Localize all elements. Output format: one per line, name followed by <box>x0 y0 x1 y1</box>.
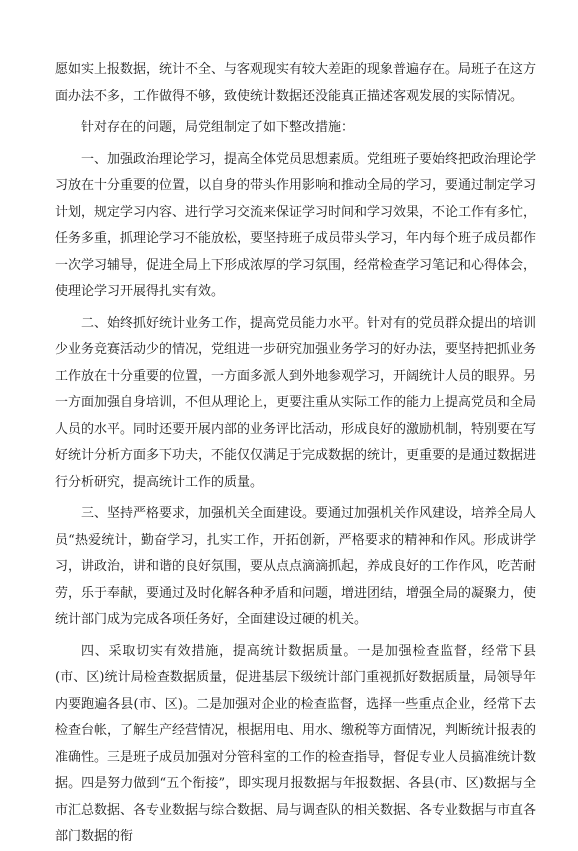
paragraph-measure-3: 三、坚持严格要求，加强机关全面建设。要通过加强机关作风建设，培养全局人员“热爱统计，勤奋学习，扎实工作，开拓创新，严格要求的精神和作风。形成讲学习，讲政治，讲和谐的良好氛围，要从点点滴滴抓起，养成良好的工作作风，吃苦耐劳，乐于奉献，要通过及时化解各种矛盾和问题，增进团结，增强全局的凝聚力，使统计部门成为完成各项任务好，全面建设过硬的机关。 <box>55 506 537 627</box>
paragraph-measure-4: 四、采取切实有效措施，提高统计数据质量。一是加强检查监督，经常下县(市、区)统计局检查数据质量，促进基层下级统计部门重视抓好数据质量，局领导年内要跑遍各县(市、区)。二是加强对企业的检查监督，选择一些重点企业，经常下去检查台帐，了解生产经营情况，根据用电、用水、缴税等方面情况，判断统计报表的准确性。三是班子成员加强对分管科室的工作的检查指导，督促专业人员搞准统计数据。四是努力做到“五个衔接”，即实现月报数据与年报数据、各县(市、区)数据与全市汇总数据、各专业数据与综合数据、局与调查队的相关数据、各专业数据与市直各部门数据的衔 <box>55 643 537 844</box>
paragraph-continuation: 愿如实上报数据，统计不全、与客观现实有较大差距的现象普遍存在。局班子在这方面办法不多，工作做得不够，致使统计数据还没能真正描述客观发展的实际情况。 <box>55 62 537 104</box>
paragraph-measure-2: 二、始终抓好统计业务工作，提高党员能力水平。针对有的党员群众提出的培训少业务竞赛活动少的情况，党组进一步研究加强业务学习的好办法，要坚持把抓业务工作放在十分重要的位置，一方面多派人到外地参观学习，开阔统计人员的眼界。另一方面加强自身培训，不但从理论上，更要注重从实际工作的能力上提高党员和全局人员的水平。同时还要开展内部的业务评比活动，形成良好的激励机制，特别要在写好统计分析方面多下功夫，不能仅仅满足于完成数据的统计，更重要的是通过数据进行分析研究，提高统计工作的质量。 <box>55 315 537 490</box>
paragraph-measure-1: 一、加强政治理论学习，提高全体党员思想素质。党组班子要始终把政治理论学习放在十分重要的位置，以自身的带头作用影响和推动全局的学习，要通过制定学习计划，规定学习内容、进行学习交流来保证学习时间和学习效果，不论工作有多忙，任务多重，抓理论学习不能放松，要坚持班子成员带头学习，年内每个班子成员都作一次学习辅导，促进全局上下形成浓厚的学习氛围，经常检查学习笔记和心得体会，使理论学习开展得扎实有效。 <box>55 151 537 299</box>
paragraph-intro-measures: 针对存在的问题，局党组制定了如下整改措施： <box>81 120 355 135</box>
